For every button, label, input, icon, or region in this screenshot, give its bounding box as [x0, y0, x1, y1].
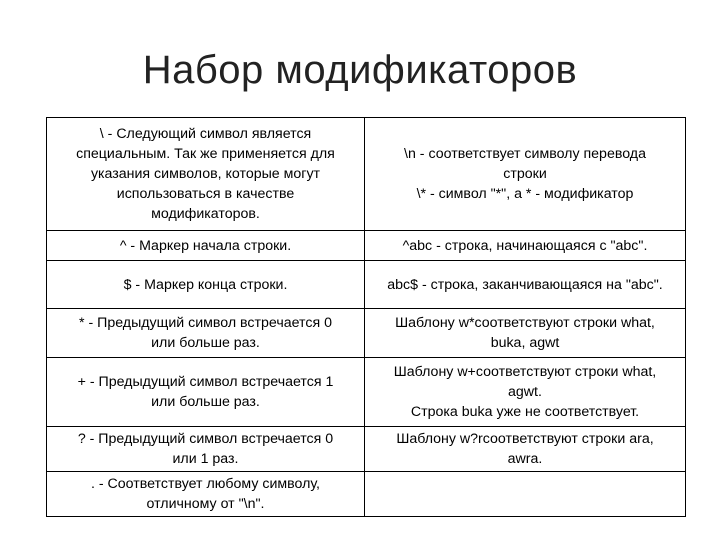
page-title: Набор модификаторов [142, 48, 578, 92]
example-cell: Шаблону w*соответствуют строки what, buka, agwt [365, 309, 686, 358]
table-row [47, 358, 686, 427]
table-row [47, 472, 686, 517]
modifier-cell: . - Соответствует любому символу, отличному от "\n". [47, 472, 365, 517]
example-cell [365, 472, 686, 517]
table-row [47, 427, 686, 472]
example-cell: \n - соответствует символу перевода строки \* - символ "*", а * - модификатор [365, 118, 686, 231]
table-row [47, 118, 686, 231]
modifier-cell: ? - Предыдущий символ встречается 0 или 1 раз. [47, 427, 365, 472]
example-cell: Шаблону w+соответствуют строки what, agwt. Строка buka уже не соответствует. [365, 358, 686, 427]
example-cell: abc$ - строка, заканчивающаяся на "abc". [365, 261, 686, 309]
example-cell: Шаблону w?rсоответствуют строки ara, awra. [365, 427, 686, 472]
modifiers-table [46, 117, 686, 517]
modifier-cell: \ - Следующий символ является специальным. Так же применяется для указания символов, которые могут использоваться в качестве модификаторов. [47, 118, 365, 231]
modifier-cell: ^ - Маркер начала строки. [47, 231, 365, 261]
table-row [47, 261, 686, 309]
table-row [47, 231, 686, 261]
modifier-cell: * - Предыдущий символ встречается 0 или больше раз. [47, 309, 365, 358]
modifier-cell: + - Предыдущий символ встречается 1 или больше раз. [47, 358, 365, 427]
table-row [47, 309, 686, 358]
example-cell: ^abc - строка, начинающаяся с "abc". [365, 231, 686, 261]
modifier-cell: $ - Маркер конца строки. [47, 261, 365, 309]
